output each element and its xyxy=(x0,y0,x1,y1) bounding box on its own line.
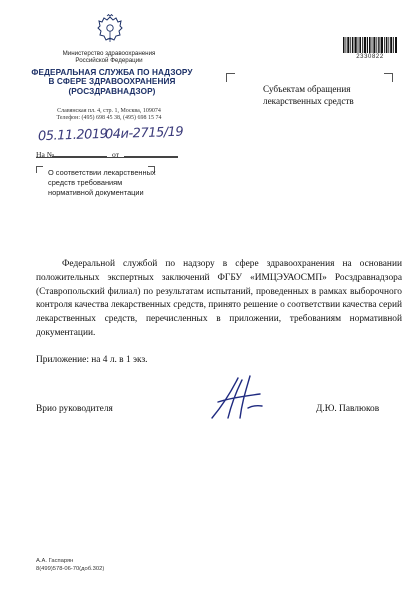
address-line: Славянская пл. 4, стр. 1, Москва, 109074 xyxy=(57,108,161,114)
phone-line: Телефон: (495) 698 45 38, (495) 698 15 74 xyxy=(56,115,162,122)
ministry-name xyxy=(34,50,184,65)
subject-corner-mark xyxy=(36,166,43,173)
agency-line: (РОСЗДРАВНАДЗОР) xyxy=(68,86,156,96)
body-paragraph: Федеральной службой по надзору в сфере здравоохранения на основании положительных экспертных заключений ФГБУ «ИМЦЭУАОСМП» Росздравнадзора (Ставропольский филиал) по результатам испытаний, проведенных в рамках выборочного контроля качества лекарственных средств, принято решение о соответствии качества серий лекарственных средств, перечисленных в приложении, требованиям нормативной документации. xyxy=(36,259,402,338)
reference-number-label: На № xyxy=(36,150,54,159)
signatory-position: Врио руководителя xyxy=(36,404,113,414)
registration-date: 05.11.2019 xyxy=(37,126,108,145)
agency-line: В СФЕРЕ ЗДРАВООХРАНЕНИЯ xyxy=(48,77,176,87)
subject-line: нормативной документации xyxy=(48,187,144,197)
recipient-line: лекарственных средств xyxy=(263,95,354,106)
reference-number-line xyxy=(52,156,107,157)
ministry-line: Российской Федерации xyxy=(75,57,143,65)
reference-date-line xyxy=(124,156,178,157)
recipient-block xyxy=(263,84,403,107)
address-corner-mark xyxy=(384,73,393,82)
executor-phone: 8(499)578-06-70(доб.302) xyxy=(36,565,105,572)
coat-of-arms-icon xyxy=(96,14,124,44)
subject-line: средств требованиям xyxy=(48,177,123,187)
letter-body xyxy=(36,258,402,341)
barcode-number: 2330822 xyxy=(356,54,384,60)
address-corner-mark xyxy=(226,73,235,82)
attachment-note: Приложение: на 4 л. в 1 экз. xyxy=(36,355,148,365)
subject-line: О соответствии лекарственных xyxy=(48,168,156,177)
barcode-icon xyxy=(343,37,397,53)
executor-name: А.А. Гаспарян xyxy=(36,558,74,564)
subject-block xyxy=(48,168,158,197)
reference-date-label: от xyxy=(112,150,120,159)
recipient-line: Субъектам обращения xyxy=(263,84,351,94)
agency-name xyxy=(28,68,196,96)
registration-number: 04и-2715/19 xyxy=(104,124,184,143)
agency-line: ФЕДЕРАЛЬНАЯ СЛУЖБА ПО НАДЗОРУ xyxy=(31,68,193,77)
signatory-name: Д.Ю. Павлюков xyxy=(316,404,380,414)
executor-info xyxy=(36,558,104,573)
agency-address xyxy=(34,108,184,123)
handwritten-signature-icon xyxy=(208,372,264,424)
ministry-line: Министерство здравоохранения xyxy=(62,50,156,57)
